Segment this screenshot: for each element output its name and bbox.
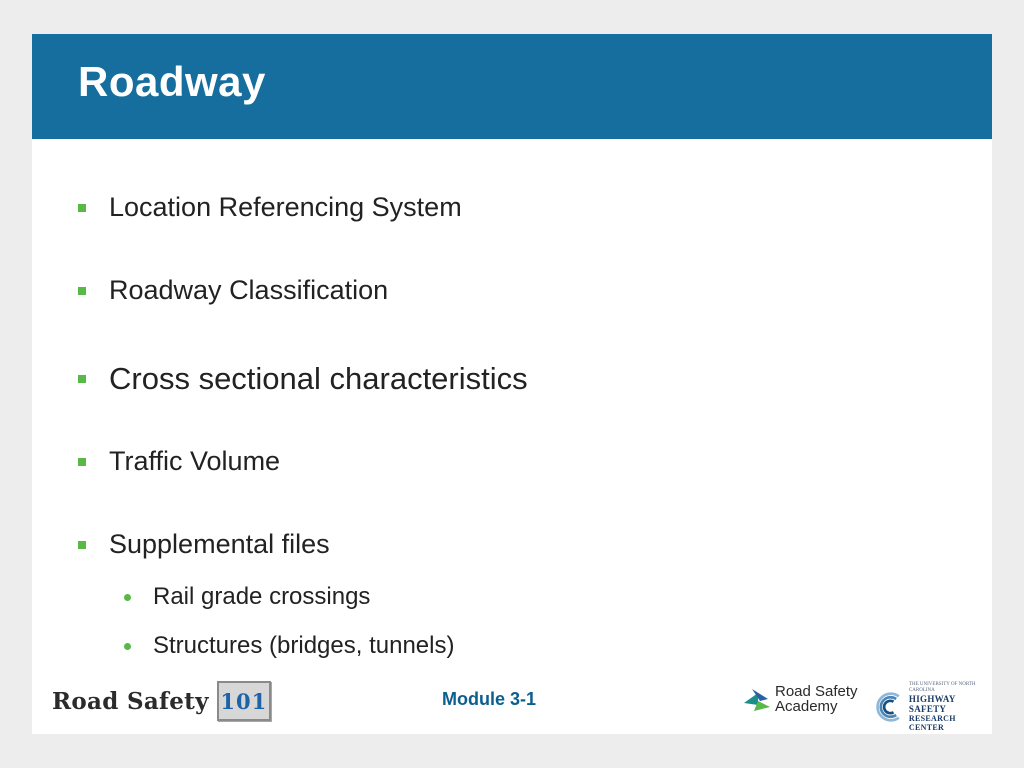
slide: [32, 34, 992, 734]
logo-number-box: [217, 681, 271, 721]
bullet-text: Cross sectional characteristics: [109, 361, 528, 396]
bullet-item: [78, 361, 528, 397]
academy-line1: Road Safety: [775, 683, 858, 700]
bullet-dot-icon: [124, 594, 131, 601]
bullet-item: [78, 275, 388, 306]
hsrc-line2: RESEARCH CENTER: [908, 714, 956, 732]
sub-bullet-text: Structures (bridges, tunnels): [153, 632, 455, 659]
module-label: Module 3-1: [442, 689, 537, 709]
bullet-item: [78, 192, 462, 223]
title-bar: [32, 34, 992, 139]
sub-bullet-item: [124, 583, 370, 611]
bullet-item: [78, 529, 330, 560]
bullet-square-icon: [78, 375, 86, 383]
road-safety-101-logo: [52, 681, 271, 721]
logo-text: Road Safety: [52, 687, 209, 715]
bullet-square-icon: [78, 541, 86, 549]
hsrc-line1: HIGHWAY SAFETY: [908, 694, 956, 714]
bullet-square-icon: [78, 204, 86, 212]
academy-line2: Academy: [775, 698, 838, 715]
bullet-dot-icon: [124, 643, 131, 650]
academy-emblem-icon: [742, 685, 772, 713]
bullet-square-icon: [78, 287, 86, 295]
logo-number: 101: [220, 688, 268, 714]
bullet-text: Location Referencing System: [109, 192, 462, 222]
hsrc-university: THE UNIVERSITY OF NORTH CAROLINA: [908, 682, 976, 693]
bullet-item: [78, 446, 280, 477]
bullet-text: Traffic Volume: [109, 446, 281, 476]
road-safety-academy-logo: [742, 684, 858, 714]
sub-bullet-text: Rail grade crossings: [153, 583, 371, 610]
bullet-square-icon: [78, 458, 86, 466]
slide-title: Roadway: [78, 58, 266, 105]
hsrc-logo: [874, 682, 992, 732]
bullet-text: Roadway Classification: [109, 275, 389, 305]
sub-bullet-item: [124, 632, 454, 660]
bullet-text: Supplemental files: [109, 529, 330, 559]
hsrc-emblem-icon: [874, 689, 906, 725]
